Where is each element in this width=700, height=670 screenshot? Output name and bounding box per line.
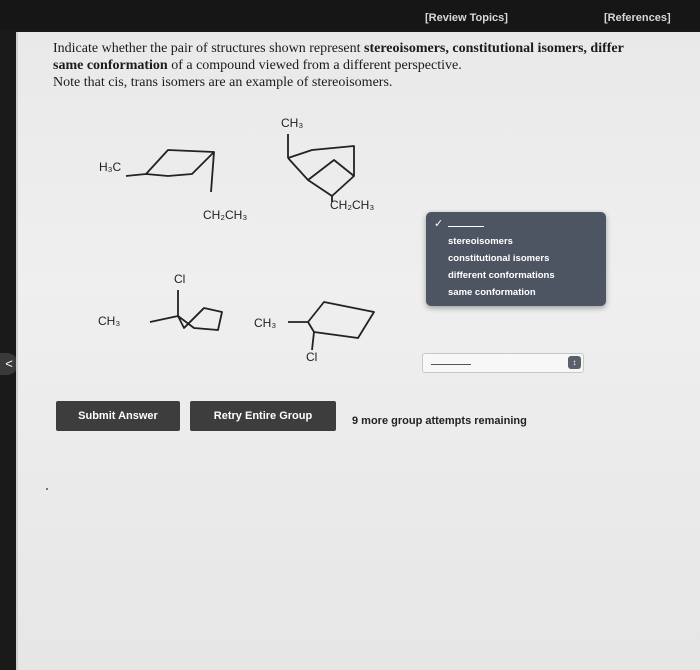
question-panel xyxy=(16,32,700,670)
blank-option[interactable] xyxy=(448,226,484,227)
retry-entire-group-button[interactable]: Retry Entire Group xyxy=(190,401,336,431)
references-link[interactable]: [References] xyxy=(604,12,671,24)
checkmark-icon: ✓ xyxy=(434,218,444,230)
option-stereoisomers[interactable]: stereoisomers xyxy=(448,236,513,247)
option-constitutional-isomers[interactable]: constitutional isomers xyxy=(448,253,550,264)
attempts-remaining: 9 more group attempts remaining xyxy=(352,415,527,427)
question-line-3: Note that cis, trans isomers are an example of stereoisomers. xyxy=(53,75,393,90)
top-navigation-bar xyxy=(0,0,700,30)
submit-answer-button[interactable]: Submit Answer xyxy=(56,401,180,431)
select-empty-value xyxy=(431,364,471,365)
mouse-cursor xyxy=(46,488,48,490)
question-line-2: same conformation of a compound viewed from a different perspective. xyxy=(53,58,462,73)
updown-arrows-icon: ↕ xyxy=(568,356,581,369)
option-different-conformations[interactable]: different conformations xyxy=(448,270,555,281)
pair2-right-left-label: CH₃ xyxy=(254,316,277,330)
chevron-left-icon: < xyxy=(5,356,13,371)
pair2-right-bottom-label: Cl xyxy=(306,350,318,364)
pair1-left-top-label: H₃C xyxy=(99,160,122,174)
pair1-right-bottom-label: CH₂CH₃ xyxy=(330,198,375,212)
question-line-1: Indicate whether the pair of structures shown represent stereoisomers, constitutional isomers, differ xyxy=(53,41,624,56)
pair1-left-bottom-label: CH₂CH₃ xyxy=(203,208,248,222)
review-topics-link[interactable]: [Review Topics] xyxy=(425,12,508,24)
answer-select[interactable] xyxy=(422,353,584,373)
answer-dropdown-menu[interactable] xyxy=(426,212,606,306)
pair2-left-top-label: Cl xyxy=(174,272,186,286)
option-same-conformation[interactable]: same conformation xyxy=(448,287,536,298)
pair1-right-top-label: CH₃ xyxy=(281,116,304,130)
pair2-left-left-label: CH₃ xyxy=(98,314,121,328)
